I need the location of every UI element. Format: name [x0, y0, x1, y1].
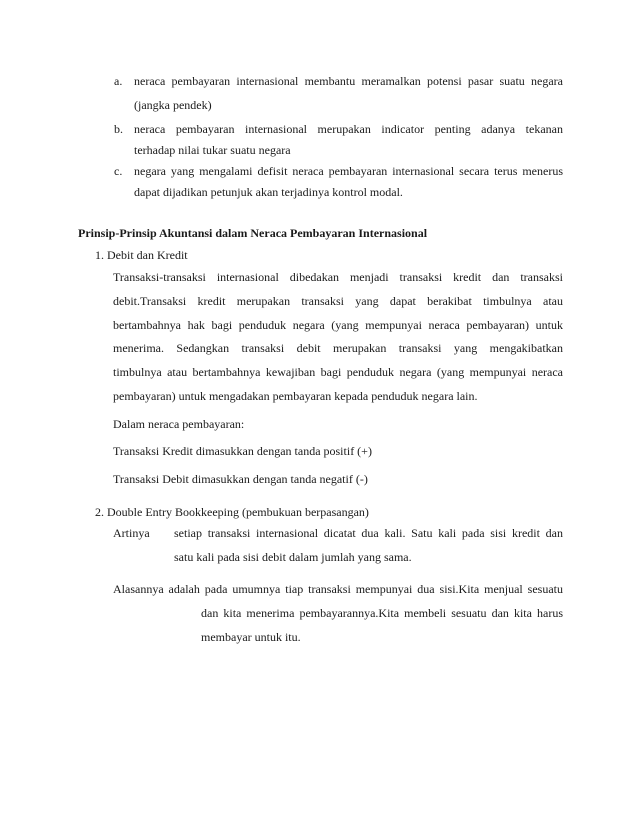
- paragraph-line: Transaksi-transaksi internasional dibedakan menjadi transaksi kredit dan transaksi: [113, 270, 563, 284]
- transaksi-debit-line: Transaksi Debit dimasukkan dengan tanda negatif (-): [113, 472, 368, 486]
- list-item-a-line: neraca pembayaran internasional membantu meramalkan potensi pasar suatu negara: [134, 74, 563, 88]
- artinya-line: satu kali pada sisi debit dalam jumlah yang sama.: [174, 550, 412, 564]
- alasan-line: Alasannya adalah pada umumnya tiap transaksi mempunyai dua sisi.Kita menjual sesuatu: [113, 582, 563, 596]
- list-marker-a: a.: [114, 74, 123, 88]
- paragraph-line: menerima. Sedangkan transaksi debit merupakan transaksi yang mengakibatkan: [113, 341, 563, 355]
- artinya-line: setiap transaksi internasional dicatat dua kali. Satu kali pada sisi kredit dan: [174, 526, 563, 540]
- transaksi-kredit-line: Transaksi Kredit dimasukkan dengan tanda positif (+): [113, 444, 372, 458]
- paragraph-line: timbulnya atau bertambahnya kewajiban bagi penduduk negara (yang mempunyai neraca: [113, 365, 563, 379]
- paragraph-line: bertambahnya hak bagi penduduk negara (yang mempunyai neraca pembayaran) untuk: [113, 318, 563, 332]
- alasan-line: dan kita menerima pembayarannya.Kita membeli sesuatu dan kita harus: [201, 606, 563, 620]
- item1-title: 1. Debit dan Kredit: [95, 248, 188, 262]
- list-item-b-line: neraca pembayaran internasional merupakan indicator penting adanya tekanan: [134, 122, 563, 136]
- list-item-b-line: terhadap nilai tukar suatu negara: [134, 143, 291, 157]
- dalam-neraca-line: Dalam neraca pembayaran:: [113, 417, 245, 431]
- list-item-a-line: (jangka pendek): [134, 98, 212, 112]
- list-item-c-line: dapat dijadikan petunjuk akan terjadinya kontrol modal.: [134, 185, 403, 199]
- artinya-label: Artinya: [113, 526, 150, 540]
- paragraph-line: pembayaran) untuk mengadakan pembayaran kepada penduduk negara lain.: [113, 389, 478, 403]
- item2-title: 2. Double Entry Bookkeeping (pembukuan berpasangan): [95, 505, 369, 519]
- paragraph-line: debit.Transaksi kredit merupakan transaksi yang dapat berakibat timbulnya atau: [113, 294, 563, 308]
- list-marker-b: b.: [114, 122, 123, 136]
- section-heading: Prinsip-Prinsip Akuntansi dalam Neraca Pembayaran Internasional: [78, 226, 428, 240]
- list-item-c-line: negara yang mengalami defisit neraca pembayaran internasional secara terus menerus: [134, 164, 563, 178]
- list-marker-c: c.: [114, 164, 123, 178]
- alasan-line: membayar untuk itu.: [201, 630, 301, 644]
